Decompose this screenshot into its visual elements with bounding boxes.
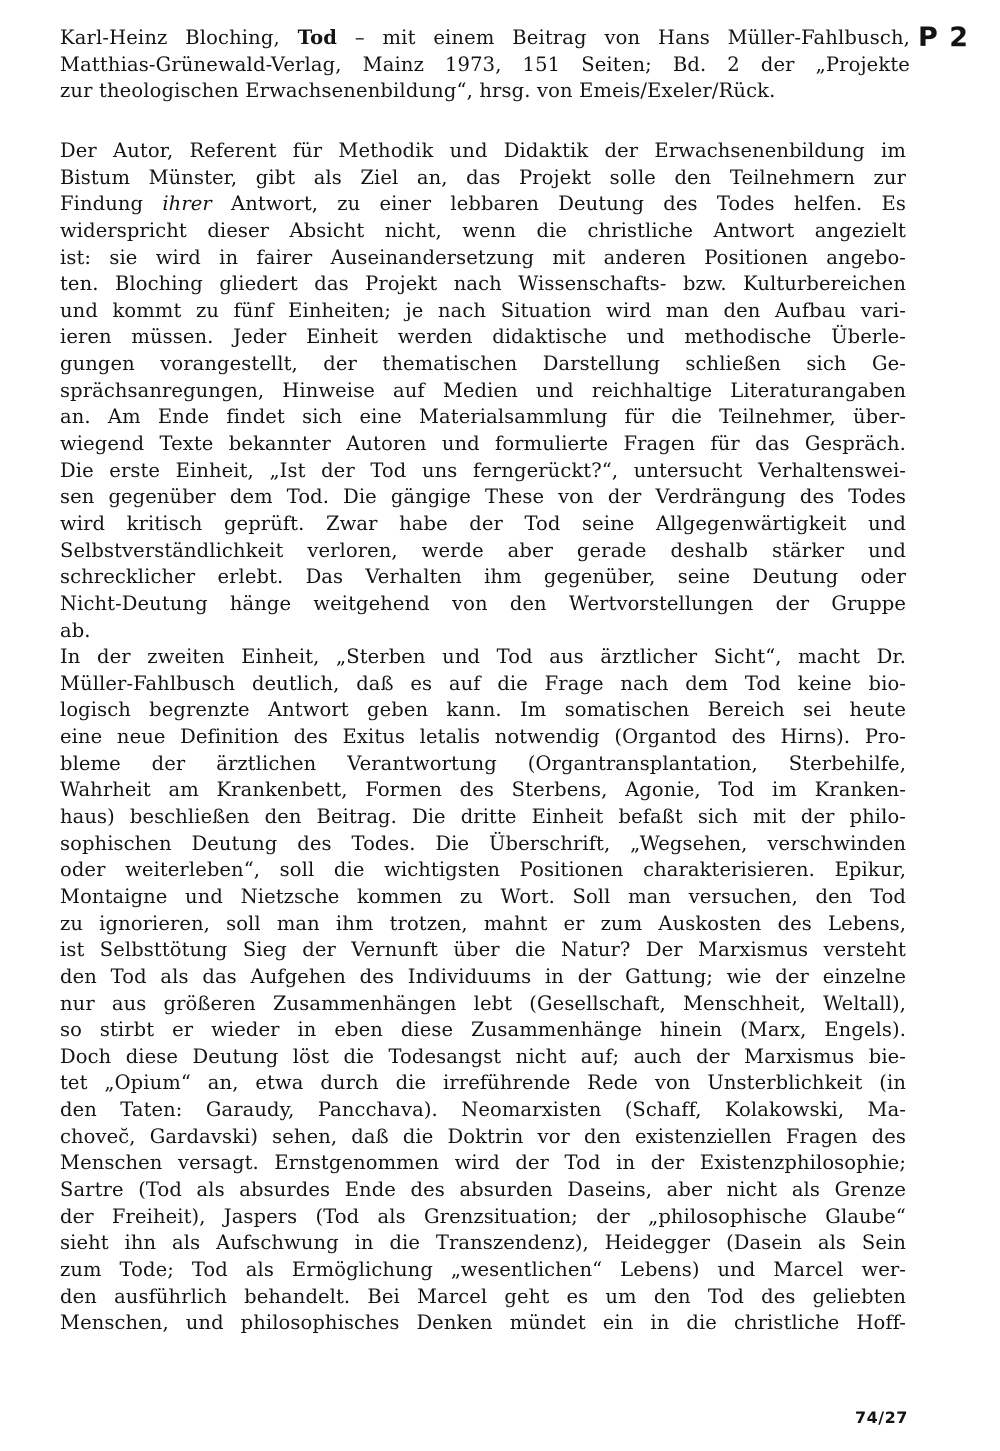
body-line: Doch diese Deutung löst die Todesangst nicht auf; auch der Marxismus bie- (60, 1044, 906, 1068)
body-line: Wahrheit am Krankenbett, Formen des Sterbens, Agonie, Tod im Kranken- (60, 778, 906, 802)
body-line: gungen vorangestellt, der thematischen Darstellung schließen sich Ge- (60, 352, 906, 376)
body-line: oder weiterleben“, soll die wichtigsten Positionen charakterisieren. Epikur, (60, 858, 906, 882)
body-line: bleme der ärztlichen Verantwortung (Organtransplantation, Sterbehilfe, (60, 751, 906, 775)
body-line: ist: sie wird in fairer Auseinandersetzung mit anderen Positionen angebo- (60, 245, 906, 269)
header-line-2: Matthias-Grünewald-Verlag, Mainz 1973, 151 Seiten; Bd. 2 der „Projekte (60, 52, 910, 76)
body-line: wiegend Texte bekannter Autoren und formulierte Fragen für das Gespräch. (60, 432, 906, 456)
body-line: Menschen versagt. Ernstgenommen wird der Tod in der Existenzphilosophie; (60, 1151, 906, 1175)
body-line: so stirbt er wieder in eben diese Zusammenhänge hinein (Marx, Engels). (60, 1018, 906, 1042)
author-name: Karl-Heinz Bloching, (60, 26, 298, 49)
body-line: schrecklicher erlebt. Das Verhalten ihm gegenüber, seine Deutung oder (60, 565, 906, 589)
review-body (60, 138, 906, 1337)
body-line: der Freiheit), Jaspers (Tod als Grenzsituation; der „philosophische Glaube“ (60, 1204, 906, 1228)
body-line: den Taten: Garaudy, Pancchava). Neomarxisten (Schaff, Kolakowski, Ma- (60, 1098, 906, 1122)
emphasized-word: ihrer (162, 192, 212, 216)
body-line: Selbstverständlichkeit verloren, werde aber gerade deshalb stärker und (60, 538, 906, 562)
body-line: Montaigne und Nietzsche kommen zu Wort. Soll man versuchen, den Tod (60, 884, 906, 908)
body-line: den ausführlich behandelt. Bei Marcel geht es um den Tod des geliebten (60, 1284, 906, 1308)
body-line: sen gegenüber dem Tod. Die gängige These von der Verdrängung des Todes (60, 485, 906, 509)
book-title: Tod (297, 26, 338, 49)
body-line: ab. (60, 618, 91, 642)
body-line: sprächsanregungen, Hinweise auf Medien und reichhaltige Literaturangaben (60, 378, 906, 402)
body-line: Nicht-Deutung hänge weitgehend von den Wertvorstellungen der Gruppe (60, 591, 906, 615)
body-line: In der zweiten Einheit, „Sterben und Tod aus ärztlicher Sicht“, macht Dr. (60, 645, 906, 669)
body-line: wird kritisch geprüft. Zwar habe der Tod seine Allgegenwärtigkeit und (60, 511, 906, 535)
body-line: Müller-Fahlbusch deutlich, daß es auf die Frage nach dem Tod keine bio- (60, 671, 906, 695)
body-line: den Tod als das Aufgehen des Individuums in der Gattung; wie der einzelne (60, 964, 906, 988)
body-line: an. Am Ende findet sich eine Materialsammlung für die Teilnehmer, über- (60, 405, 906, 429)
body-line: Bistum Münster, gibt als Ziel an, das Projekt solle den Teilnehmern zur (60, 165, 906, 189)
page-number: 74/27 (855, 1408, 908, 1427)
header-line-1-rest: – mit einem Beitrag von Hans Müller-Fahlbusch, (337, 26, 910, 49)
body-line: Die erste Einheit, „Ist der Tod uns ferngerückt?“, untersucht Verhaltenswei- (60, 458, 906, 482)
body-line: Sartre (Tod als absurdes Ende des absurden Daseins, aber nicht als Grenze (60, 1177, 906, 1201)
header-line-1 (60, 24, 910, 51)
body-line: logisch begrenzte Antwort geben kann. Im somatischen Bereich sei heute (60, 698, 906, 722)
body-line (60, 191, 906, 218)
body-line: ist Selbsttötung Sieg der Vernunft über die Natur? Der Marxismus versteht (60, 938, 906, 962)
body-line: ieren müssen. Jeder Einheit werden didaktische und methodische Überle- (60, 325, 906, 349)
body-line: chovec̆, Gardavski) sehen, daß die Doktrin vor den existenziellen Fragen des (60, 1124, 906, 1148)
section-marker: P 2 (918, 22, 969, 53)
body-line: eine neue Definition des Exitus letalis notwendig (Organtod des Hirns). Pro- (60, 725, 906, 749)
body-line: ten. Bloching gliedert das Projekt nach Wissenschafts- bzw. Kulturbereichen (60, 272, 906, 296)
body-line-segment: Antwort, zu einer lebbaren Deutung des Todes helfen. Es (211, 192, 906, 216)
body-line: sophischen Deutung des Todes. Die Überschrift, „Wegsehen, verschwinden (60, 831, 906, 855)
body-line: und kommt zu fünf Einheiten; je nach Situation wird man den Aufbau vari- (60, 298, 906, 322)
body-line: zu ignorieren, soll man ihm trotzen, mahnt er zum Auskosten des Lebens, (60, 911, 906, 935)
body-line: Menschen, und philosophisches Denken mündet ein in die christliche Hoff- (60, 1311, 906, 1335)
body-line: nur aus größeren Zusammenhängen lebt (Gesellschaft, Menschheit, Weltall), (60, 991, 906, 1015)
header-line-3: zur theologischen Erwachsenenbildung“, hrsg. von Emeis/Exeler/Rück. (60, 79, 776, 103)
body-line: haus) beschließen den Beitrag. Die dritte Einheit befaßt sich mit der philo- (60, 805, 906, 829)
body-line: zum Tode; Tod als Ermöglichung „wesentlichen“ Lebens) und Marcel wer- (60, 1257, 906, 1281)
body-line: tet „Opium“ an, etwa durch die irreführende Rede von Unsterblichkeit (in (60, 1071, 906, 1095)
body-line: sieht ihn als Aufschwung in die Transzendenz), Heidegger (Dasein als Sein (60, 1231, 906, 1255)
body-line-segment: Findung (60, 192, 163, 216)
bibliographic-header (60, 24, 910, 104)
body-line: widerspricht dieser Absicht nicht, wenn die christliche Antwort angezielt (60, 218, 906, 242)
body-line: Der Autor, Referent für Methodik und Didaktik der Erwachsenenbildung im (60, 139, 906, 162)
